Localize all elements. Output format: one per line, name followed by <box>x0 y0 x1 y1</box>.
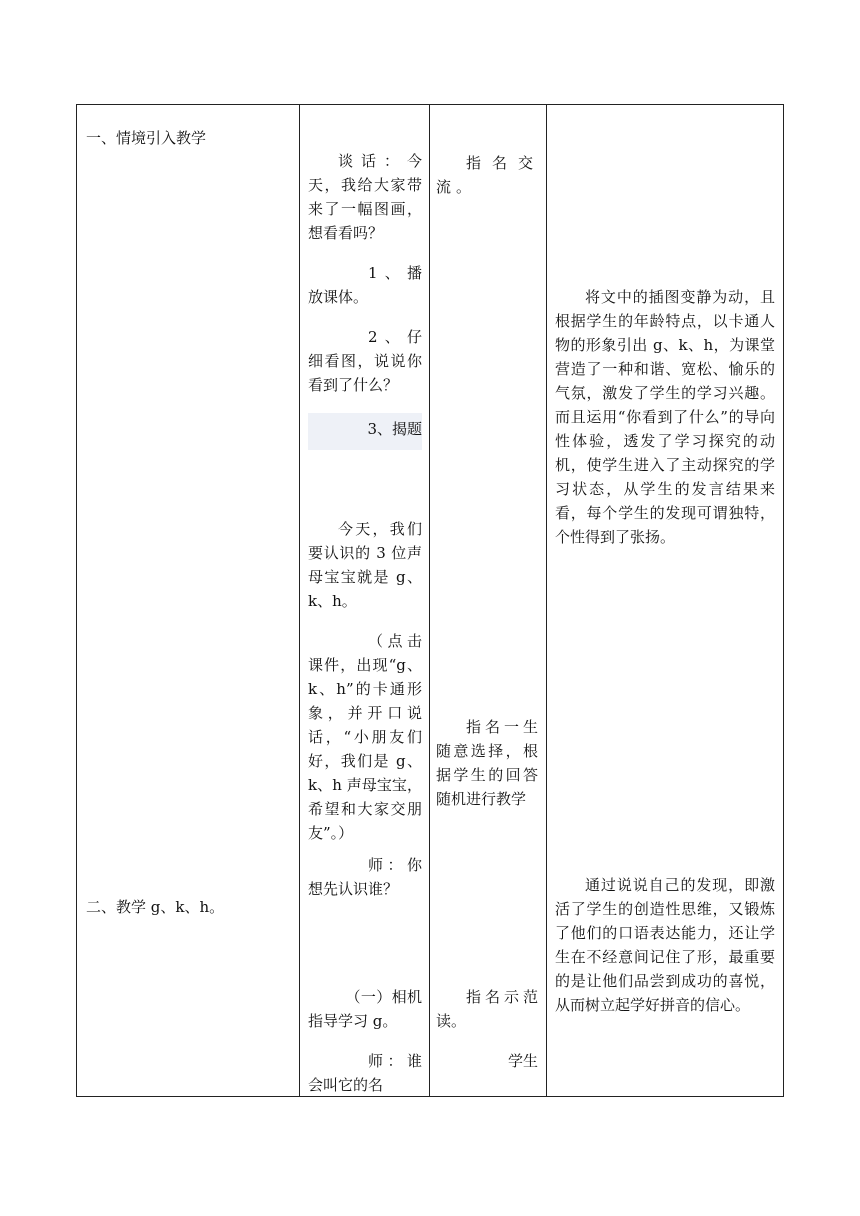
teacher-talk-2: 今天，我们要认识的 3 位声母宝宝就是 g、k、h。 <box>308 520 422 610</box>
design-rationale-2: 通过说说自己的发现，即激活了学生的创造性思维，又锻炼了他们的口语表达能力，还让学生在不经意间记住了形，最重要的是让他们品尝到成功的喜悦，从而树立起学好拼音的信心。 <box>555 876 775 1014</box>
step-1: 1、播放课体。 <box>308 264 422 306</box>
student-activity-3: 指名示范读。 <box>436 988 538 1030</box>
student-activity-2: 指名一生随意选择，根据学生的回答随机进行教学 <box>436 718 538 808</box>
student-activity-1: 指名交流。 <box>436 154 538 196</box>
teacher-question-2: 师：谁会叫它的名 <box>308 1052 422 1094</box>
section-heading-1: 一、情境引入教学 <box>86 129 207 147</box>
guide-g: （一）相机指导学习 g。 <box>308 988 422 1030</box>
column-divider <box>429 105 430 1096</box>
student-activity-4: 学生 <box>507 1052 538 1070</box>
section-heading-2: 二、教学 g、k、h。 <box>86 898 225 916</box>
step-3: 3、揭题 <box>367 420 422 438</box>
design-rationale-1: 将文中的插图变静为动，且根据学生的年龄特点，以卡通人物的形象引出 g、k、h，为课堂营造了一种和谐、宽松、愉乐的气氛，激发了学生的学习兴趣。而且运用“你看到了什么”的导向性体验，透发了学习探究的动机，使学生进入了主动探究的学习状态，从学生的发言结果来看，每个学生的发现可谓独特，个性得到了张扬。 <box>555 288 775 546</box>
courseware-note: （点击课件，出现“g、k、h”的卡通形象，并开口说话，“小朋友们好，我们是 g、k、h 声母宝宝，希望和大家交朋友”。） <box>308 632 422 842</box>
teacher-talk-1: 谈话：今天，我给大家带来了一幅图画，想看看吗？ <box>308 152 422 242</box>
teacher-question: 师：你想先认识谁？ <box>308 856 422 898</box>
column-divider <box>299 105 300 1096</box>
step-2: 2、仔细看图，说说你看到了什么？ <box>308 328 422 394</box>
column-divider <box>546 105 547 1096</box>
